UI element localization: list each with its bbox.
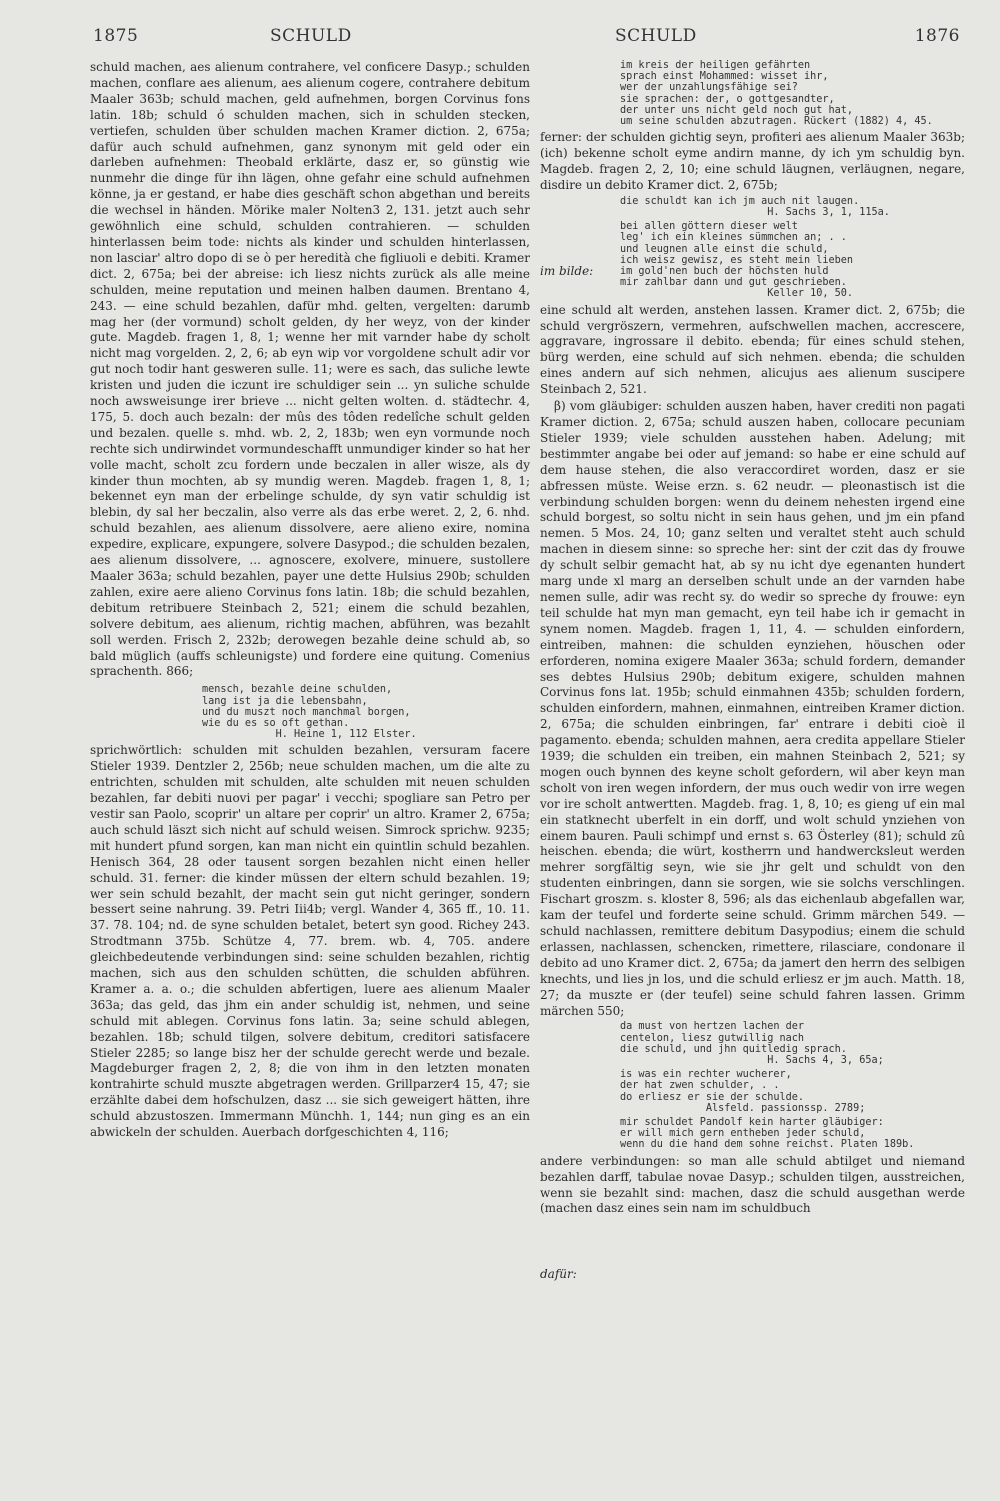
verse-quotation-keller: bei allen göttern dieser welt leg' ich ein kleines sümmchen an; . . und leugnen alle einst die schuld, ich weisz gewisz, es steht mein lieben im gold'nen buch der höchsten huld mir zahlbar dann und gut geschrieben. Keller 10, 50. [620,221,854,300]
margin-label-dafuer: dafür: [540,1267,577,1281]
margin-label-im-bilde: im bilde: [540,264,594,278]
left-page-number: 1875 [93,26,139,46]
entry-paragraph-andere-verbindungen: andere verbindungen: so man alle schuld abtilget und niemand bezahlen darff, tabulae novae Dasyp.; schulden tilgen, ausstreichen, wenn sie bezahlt sind: machen, dasz die schuld ausgethan werde (machen dasz eines sein nam im schuldbuch [540,1153,965,1216]
page-header [0,26,1000,50]
verse-quotation-platen: mir schuldet Pandolf kein harter gläubiger: er will mich gern entheben jeder schuld, wenn du die hand dem sohne reichst. Platen 189b. [620,1117,915,1151]
entry-paragraph-vom-glaeubiger: β) vom gläubiger: schulden auszen haben, haver crediti non pagati Kramer diction. 2, 675a; schuld auszen haben, collocare pecuniam Stieler 1939; viele schulden ausstehen haben. Adelung; mit bestimmter angabe bei oder auf jemand: so habe er eine schuld auf dem hause stehen, die also veraccordiret worden, dasz er sie abfressen müste. Weise erzn. s. 62 neudr. — pleonastisch ist die verbindung schulden borgen: wenn du deinem nehesten irgend eine schuld borgest, so soltu nicht in sein haus gehen, und jm ein pfand nemen. 5 Mos. 24, 10; ganz selten und veraltet steht auch schuld machen in diesem sinne: so spreche her: sint der czit das dy frouwe dy schult selbir gemacht hat, ab sy nu icht dye egenanten hundert marg unde xl marg an derselben schult unde an der varnden habe nemen sulle, adir was recht sy. do wedir so spreche dy frouwe: eyn teil schulde hat myn man gemacht, eyn teil habe ich ir gemacht in synem nomen. Magdeb. fragen 1, 11, 4. — schulden einfordern, eintreiben, mahnen: die schulden eynziehen, höuschen oder erforderen, nomina exigere Maaler 363a; schuld fordern, demander ses debtes Hulsius 290b; debitum exigere, schulden mahnen Corvinus fons lat. 195b; schuld einmahnen 435b; schulden fordern, schulden einfordern, mahnen, einmahnen, eintreiben Kramer diction. 2, 675a; die schulden einbringen, far' entrare i debiti cioè il pagamento. ebenda; schulden mahnen, aera credita appellare Stieler 1939; die schulden ein treiben, ein mahnen Steinbach 2, 521; sy mogen ouch bynnen des keyne scholt gefordern, wil aber keyn man scholt von iren wegen infordern, der mus ouch wedir von irre wegen vor ire scholt antwertten. Magdeb. frag. 1, 8, 10; es gieng uf ein mal ein statknecht uberfelt in ein dorff, und wolt schuld ynziehen von einem bauren. Pauli schimpf und ernst s. 63 Österley (81); schuld zû heischen. ebenda; die würt, kostherrn und handwercksleut werden mehrer sorgfältig seyn, wie sie jhr gelt und schuldt von den studenten einbringen, dann sie sorgen, wie sie solchs verschlingen. Fischart groszm. s. kloster 8, 596; als das eichenlaub abgefallen war, kam der teufel und forderte seine schuld. Grimm märchen 549. — schuld nachlassen, remittere debitum Dasypodius; einem die schuld erlassen, nachlassen, schencken, rimettere, rilasciare, condonare il debito ad uno Kramer dict. 2, 675a; da jamert den herrn des selbigen knechts, und lies jn los, und die schuld erliesz er jm auch. Matth. 18, 27; da muszte er (der teufel) seine schuld fahren lassen. Grimm märchen 550; [540,399,965,1018]
verse-quotation-sachs-1: die schuldt kan ich jm auch nit laugen. H. Sachs 3, 1, 115a. [620,195,890,219]
left-running-title: SCHULD [270,26,352,46]
entry-paragraph-ferner: ferner: der schulden gichtig seyn, profiteri aes alienum Maaler 363b; (ich) bekenne scholt eyme andirn manne, dy ich ym schuldig byn. Magdeb. fragen 2, 2, 10; eine schuld läugnen, verläugnen, negare, disdire un debito Kramer dict. 2, 675b; [540,130,965,192]
right-page-number: 1876 [914,26,960,46]
right-column [540,60,965,1218]
entry-paragraph-alt-werden: eine schuld alt werden, anstehen lassen. Kramer dict. 2, 675b; die schuld vergröszern, vermehren, aufschwellen machen, accrescere, aggravare, ingrossare il debito. ebenda; für eines schuld stehen, bürg werden, eine schuld auf sich nehmen. ebenda; die schulden eines andern auf sich nehmen, alicujus aes alienum suscipere Steinbach 2, 521. [540,302,965,397]
verse-quotation-alsfeld: is was ein rechter wucherer, der hat zwen schulder, . . do erliesz er sie der schulde. Alsfeld. passionssp. 2789; [620,1069,866,1114]
verse-quotation-rueckert: im kreis der heiligen gefährten sprach einst Mohammed: wisset ihr, wer der unzahlungsfähige sei? sie sprachen: der, o gottgesandter, der unter uns nicht geld noch gut hat, um seine schulden abzutragen. Rückert (1882) 4, 45. [620,60,933,128]
entry-paragraph-schuld-machen: schuld machen, aes alienum contrahere, vel conficere Dasyp.; schulden machen, conflare aes alienum, aes alienum cogere, contrahere debitum Maaler 363b; schuld machen, geld aufnehmen, borgen Corvinus fons latin. 18b; schuld ó schulden machen, sich in schulden stecken, vertiefen, schulden über schulden machen Kramer diction. 2, 675a; dafür auch schuld aufnehmen, ganz synonym mit geld oder ein darleben aufnehmen: Theobald erklärte, dasz er, so günstig wie nunmehr die dinge für ihn lägen, ohne gefahr eine schuld aufnehmen könne, ja er gestand, er habe dies geschäft schon abgethan und bereits die wechsel in händen. Mörike maler Nolten3 2, 131. jetzt auch sehr gewöhnlich eine schuld, schulden contrahieren. — schulden hinterlassen beim tode: nichts als kinder und schulden hinterlassen, non lasciar' altro dopo di se ò per heredità che figliuoli e debiti. Kramer dict. 2, 675a; bei der abreise: ich liesz nichts zurück als alle meine schulden, meine reputation und meinen halben daumen. Brentano 4, 243. — eine schuld bezahlen, dafür mhd. gelten, vergelten: darumb mag her (der vormund) scholt gelden, dy her weyz, von der kinder gute. Magdeb. fragen 1, 8, 1; wenne her mit varnder habe dy scholt nicht mag vorgelden. 2, 2, 6; ab eyn wip vor vorgoldene schult adir vor gut noch todir hant gesweren sulle. 11; were es sach, das suliche lewte kristen und juden die iczunt ire schuldiger sein ... yn suliche schulde noch awsweisunge irer brieve ... nicht gelten wolten. d. städtechr. 4, 175, 5. doch auch bezaln: der mûs des tôden redelîche schult gelden und bezalen. quelle s. mhd. wb. 2, 2, 183b; wen eyn vormunde noch rechte sich undirwindet vormundeschafft unmundiger kinder so hat her volle macht, scholt zcu fordern unde beczalen in aller wisze, als dy kinder thun mochten, ab sy mundig weren. Magdeb. fragen 1, 8, 1; bekennet eyn man der erbelinge schulde, dy syn vatir schuldig ist blebin, dy sal her beczalin, also verre als das erbe weret. 2, 2, 6. nhd. schuld bezahlen, aes alienum dissolvere, aere alieno exire, nomina expedire, explicare, expungere, solvere Dasypod.; die schulden bezalen, aes alienum dissolvere, ... agnoscere, exolvere, minuere, sustollere Maaler 363a; schuld bezahlen, payer une dette Hulsius 290b; schulden zahlen, exire aere alieno Corvinus fons latin. 18b; die schuld bezahlen, debitum retribuere Steinbach 2, 521; einem die schuld bezahlen, solvere debitum, aes alienum, richtig machen, abführen, was bezahlt soll werden. Frisch 2, 232b; derowegen bezahle deine schuld ab, so bald müglich (auffs schleunigste) und fordere eine quitung. Comenius sprachenth. 866; [90,60,530,679]
left-column [90,60,530,1142]
verse-quotation-heine: mensch, bezahle deine schulden, lang ist ja die lebensbahn, und du muszt noch manchmal borgen, wie du es so oft gethan. H. Heine 1, 112 Elster. [202,684,417,741]
verse-quotation-sachs-2: da must von hertzen lachen der centelon, liesz gutwillig nach die schuld, und jhn quitledig sprach. H. Sachs 4, 3, 65a; [620,1021,884,1067]
right-running-title: SCHULD [615,26,697,46]
entry-paragraph-sprichwoertlich: sprichwörtlich: schulden mit schulden bezahlen, versuram facere Stieler 1939. Dentzler 2, 256b; neue schulden machen, um die alte zu entrichten, schulden mit schulden, alte schulden mit neuen schulden bezahlen, far debiti nuovi per pagar' i vecchi; spogliare san Petro per vestir san Paolo, scoprir' un altare per coprir' un altro. Kramer 2, 675a; auch schuld läszt sich nicht auf schuld weisen. Simrock sprichw. 9235; mit hundert pfund sorgen, kan man nicht ein quintlin schuld bezahlen. Henisch 364, 28 oder tausent sorgen bezahlen nicht einen heller schuld. 31. ferner: die kinder müssen der eltern schuld bezahlen. 19; wer sein schuld bezahlt, der macht sein gut nicht geringer, sondern bessert seine nahrung. 39. Petri Iii4b; vergl. Wander 4, 365 ff., 10. 11. 37. 78. 104; nd. de syne schulden betalet, betert syn good. Richey 243. Strodtmann 375b. Schütze 4, 77. brem. wb. 4, 705. andere gleichbedeutende verbindungen sind: seine schulden bezahlen, richtig machen, sich aus den schulden schütten, die schulden abführen. Kramer a. a. o.; die schulden abfertigen, luere aes alienum Maaler 363a; das geld, das jhm ein ander schuldig ist, nehmen, und seine schuld mit ablegen. Corvinus fons latin. 3a; seine schuld ablegen, bezahlen. 18b; schuld tilgen, solvere debitum, creditori satisfacere Stieler 2285; so lange bisz her der schulde gerecht werde und bezale. Magdeburger fragen 2, 2, 8; die von ihm in den letzten monaten kontrahirte schuld muszte abgetragen werden. Grillparzer4 15, 47; sie erzählte dabei dem hofschulzen, dasz ... sie sich geweigert hätten, ihre schuld abzustoszen. Immermann Münchh. 1, 144; nun ging es an ein abwickeln der schulden. Auerbach dorfgeschichten 4, 116; [90,743,530,1140]
